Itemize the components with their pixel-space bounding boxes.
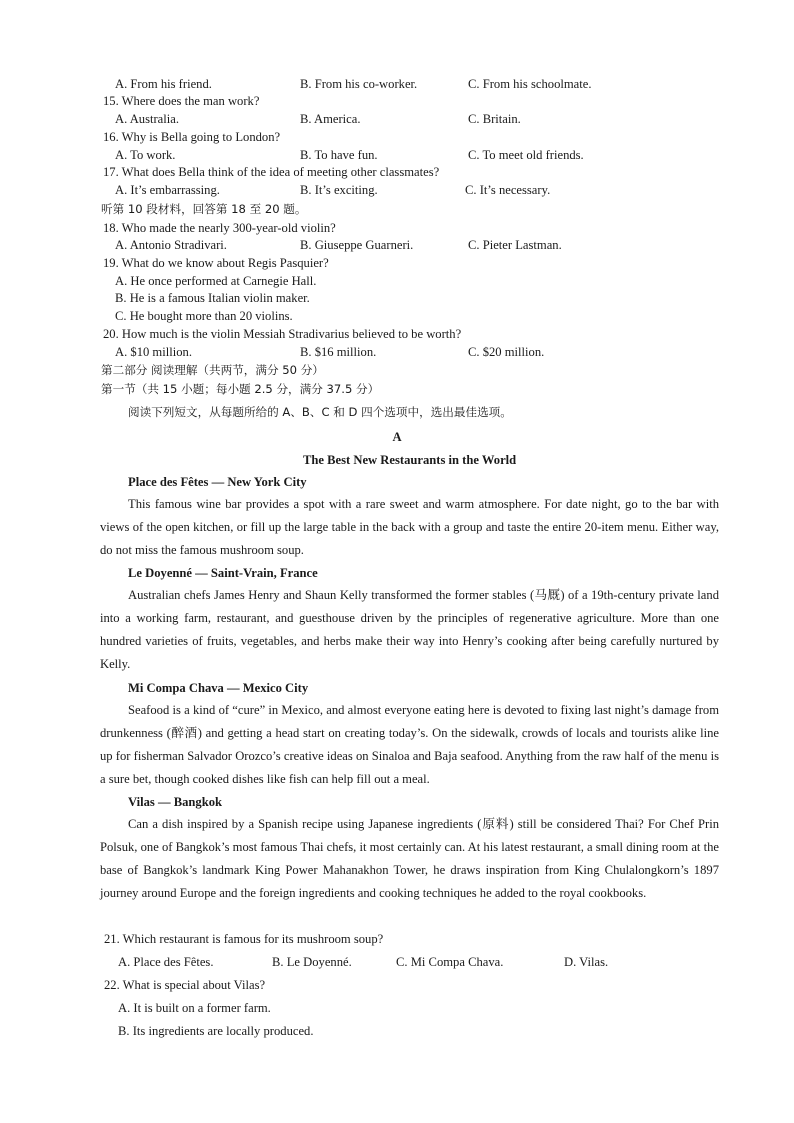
restaurant-paragraph: Seafood is a kind of “cure” in Mexico, and almost everyone eating here is devoted to fixing last night’s damage from drunkenness (醉酒) and getting a head start on creating today’s. On the sidewalk, crowds of locals and tourists alike line up for fisherman Salvador Orozco’s creative ideas on Sinaloa and Baja seafood. Anything from the raw half of the menu is a sure bet, though cooked dishes like fish can help fill out a meal.	[100, 703, 719, 786]
q20-option-a: A. $10 million.	[115, 345, 192, 359]
q20-option-b: B. $16 million.	[300, 345, 377, 359]
restaurant-paragraph: This famous wine bar provides a spot with a rare sweet and warm atmosphere. For date night, go to the bar with views of the open kitchen, or fill up the large table in the back with a group and taste the entire 20-item menu. Either way, do not miss the famous mushroom soup.	[100, 497, 719, 557]
q15-option-a: A. Australia.	[115, 112, 180, 126]
q17-question: 17. What does Bella think of the idea of meeting other classmates?	[103, 165, 440, 179]
q15-option-b: B. America.	[300, 112, 361, 126]
q20-option-c: C. $20 million.	[468, 345, 545, 359]
q19-option-b: B. He is a famous Italian violin maker.	[115, 291, 310, 305]
restaurant-paragraph: Can a dish inspired by a Spanish recipe using Japanese ingredients (原料) still be considered Thai? For Chef Prin Polsuk, one of Bangkok’s most famous Thai chefs, it most certainly can. At his latest restaurant, a small dining room at the base of Bangkok’s landmark King Power Mahanakhon Tower, he draws inspiration from King Chulalongkorn’s 1897 journey around Europe and the foreign ingredients and cooking techniques he added to the royal cookbooks.	[100, 817, 719, 900]
passage-letter: A	[392, 430, 402, 444]
q17-options	[115, 182, 550, 198]
q21-question: 21. Which restaurant is famous for its mushroom soup?	[104, 932, 384, 946]
q18-option-b: B. Giuseppe Guarneri.	[300, 238, 414, 252]
q21-option-a: A. Place des Fêtes.	[118, 955, 214, 969]
reading-instruction: 阅读下列短文，从每题所给的 A、B、C 和 D 四个选项中，选出最佳选项。	[128, 405, 512, 419]
passage-title: The Best New Restaurants in the World	[303, 453, 517, 467]
q21-options	[118, 954, 608, 970]
q16-option-a: A. To work.	[115, 148, 176, 162]
part-two-title: 第二部分 阅读理解（共两节，满分 50 分）	[101, 363, 324, 377]
q21-option-d: D. Vilas.	[564, 955, 609, 969]
q15-question: 15. Where does the man work?	[103, 94, 260, 108]
q17-option-b: B. It’s exciting.	[300, 183, 378, 197]
q21-option-c: C. Mi Compa Chava.	[396, 955, 504, 969]
q14-option-a: A. From his friend.	[115, 77, 212, 91]
q15-option-c: C. Britain.	[468, 112, 521, 126]
q16-option-c: C. To meet old friends.	[468, 148, 584, 162]
q18-question: 18. Who made the nearly 300-year-old violin?	[103, 221, 336, 235]
q20-options	[115, 344, 544, 360]
q18-option-c: C. Pieter Lastman.	[468, 238, 562, 252]
q16-options	[115, 147, 584, 163]
q22-question: 22. What is special about Vilas?	[104, 978, 266, 992]
q14-options	[115, 76, 591, 92]
q17-option-c: C. It’s necessary.	[465, 183, 551, 197]
q18-options	[115, 237, 562, 253]
q16-question: 16. Why is Bella going to London?	[103, 130, 281, 144]
q16-option-b: B. To have fun.	[300, 148, 378, 162]
section-one-title: 第一节（共 15 小题；每小题 2.5 分，满分 37.5 分）	[101, 382, 380, 396]
restaurant-heading: Le Doyenné — Saint-Vrain, France	[128, 566, 318, 580]
restaurant-heading: Place des Fêtes — New York City	[128, 475, 307, 489]
q14-option-c: C. From his schoolmate.	[468, 77, 592, 91]
q19-option-a: A. He once performed at Carnegie Hall.	[115, 274, 317, 288]
q18-option-a: A. Antonio Stradivari.	[115, 238, 227, 252]
q22-option-b: B. Its ingredients are locally produced.	[118, 1024, 314, 1038]
restaurant-heading: Vilas — Bangkok	[128, 795, 223, 809]
restaurant-paragraph: Australian chefs James Henry and Shaun Kelly transformed the former stables (马厩) of a 19th-century private land into a working farm, restaurant, and guesthouse driven by the principles of regenerative agriculture. More than one hundred varieties of fruits, vegetables, and herbs make their way into Henry’s cooking after being carefully nurtured by Kelly.	[100, 588, 719, 671]
q20-question: 20. How much is the violin Messiah Stradivarius believed to be worth?	[103, 327, 462, 341]
q19-option-c: C. He bought more than 20 violins.	[115, 309, 293, 323]
q14-option-b: B. From his co-worker.	[300, 77, 418, 91]
section-10-instruction: 听第 10 段材料，回答第 18 至 20 题。	[101, 202, 307, 216]
q17-option-a: A. It’s embarrassing.	[115, 183, 220, 197]
q19-question: 19. What do we know about Regis Pasquier?	[103, 256, 329, 270]
q22-option-a: A. It is built on a former farm.	[118, 1001, 271, 1015]
q21-option-b: B. Le Doyenné.	[272, 955, 352, 969]
restaurant-heading: Mi Compa Chava — Mexico City	[128, 681, 309, 695]
q15-options	[115, 111, 521, 127]
